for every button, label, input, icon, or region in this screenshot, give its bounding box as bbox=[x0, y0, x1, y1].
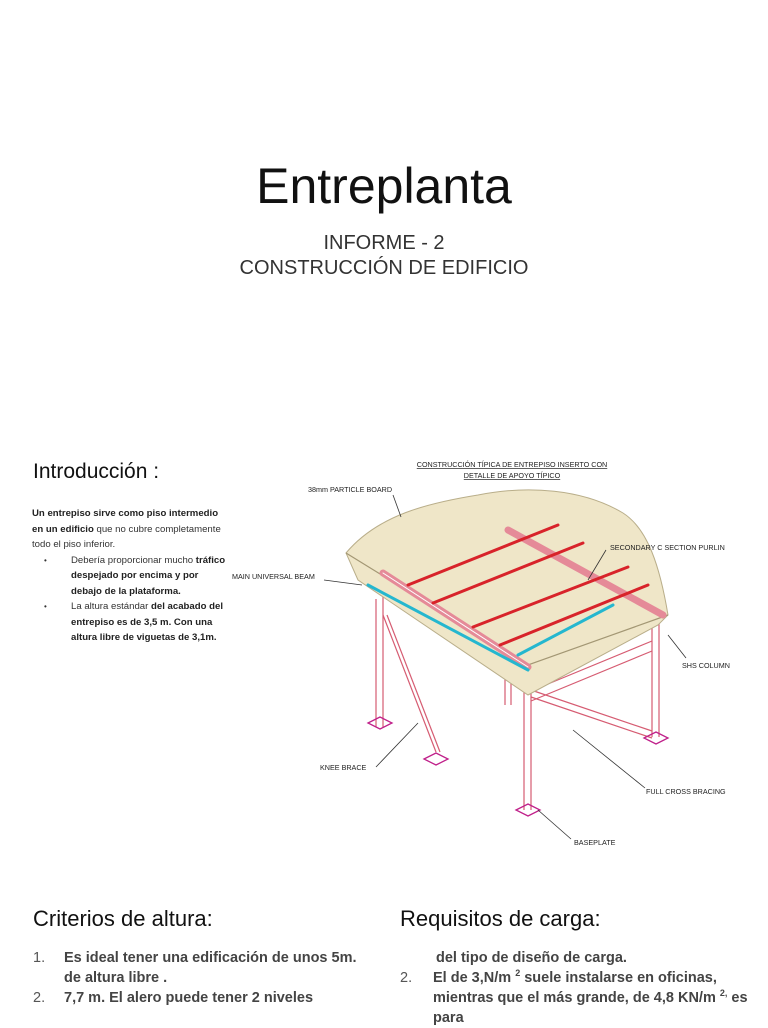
bullet-1-bold: tráfico despejado por encima y por debajo de la plataforma. bbox=[71, 554, 226, 597]
leader-base bbox=[538, 810, 571, 839]
bullet-1-plain: Debería proporcionar mucho bbox=[71, 554, 196, 566]
leader-knee bbox=[376, 723, 418, 767]
baseplate-4 bbox=[644, 732, 668, 744]
intro-heading: Introducción : bbox=[33, 460, 160, 483]
subtitle-line-2: CONSTRUCCIÓN DE EDIFICIO bbox=[239, 257, 529, 279]
label-secondary-purlin: SECONDARY C SECTION PURLIN bbox=[610, 543, 725, 552]
criteria-list bbox=[33, 948, 373, 1008]
figure-caption-line-2: DETALLE DE APOYO TÍPICO bbox=[463, 471, 561, 480]
intro-bold-text: Un entrepiso sirve como piso intermedio en un edificio bbox=[32, 508, 219, 535]
intro-bullet-2 bbox=[32, 599, 228, 646]
knee-brace-member-edge bbox=[387, 615, 440, 752]
criteria-item-1-text: Es ideal tener una edificación de unos 5m. de altura libre . bbox=[64, 950, 357, 986]
intro-paragraph bbox=[32, 506, 228, 553]
criteria-item-2-number: 2. bbox=[33, 990, 46, 1006]
requirements-item-2-number: 2. bbox=[400, 970, 413, 986]
baseplate-1 bbox=[368, 717, 392, 729]
requirements-heading: Requisitos de carga: bbox=[400, 906, 601, 931]
label-shs-column: SHS COLUMN bbox=[682, 661, 730, 670]
slide-subtitle bbox=[0, 231, 768, 281]
req-2-superscript-2: 2, bbox=[719, 988, 728, 999]
baseplate-2 bbox=[424, 753, 448, 765]
subtitle-line-1: INFORME - 2 bbox=[323, 232, 445, 254]
cross-bracing-diagonal bbox=[531, 690, 652, 731]
figure-caption-line-1: CONSTRUCCIÓN TÍPICA DE ENTREPISO INSERTO CON bbox=[416, 460, 608, 469]
leader-beam bbox=[324, 580, 362, 585]
intro-plain-text: que no cubre completamente todo el piso inferior. bbox=[32, 523, 221, 550]
criteria-item-2-text: 7,7 m. El alero puede tener 2 niveles bbox=[64, 990, 314, 1006]
intro-body bbox=[32, 506, 228, 646]
leader-bracing bbox=[573, 730, 645, 788]
criteria-item-1-number: 1. bbox=[33, 950, 46, 966]
baseplate-3 bbox=[516, 804, 540, 816]
criteria-heading: Criterios de altura: bbox=[33, 906, 213, 931]
requirements-item-1-text: del tipo de diseño de carga. bbox=[436, 950, 627, 966]
label-baseplate: BASEPLATE bbox=[574, 838, 616, 847]
leader-column bbox=[668, 635, 686, 658]
requirements-list bbox=[400, 948, 768, 1028]
requirements-item-1-continuation bbox=[400, 948, 768, 968]
criteria-item-2 bbox=[33, 988, 373, 1008]
bullet-2-bold: del acabado del entrepiso es de 3,5 m. Con una altura libre de viguetas de 3,1m. bbox=[71, 601, 223, 643]
req-2-text-a: El de 3,N/m bbox=[433, 970, 516, 986]
label-particle-board: 38mm PARTICLE BOARD bbox=[308, 485, 393, 494]
label-full-cross-bracing: FULL CROSS BRACING bbox=[646, 787, 726, 796]
slide-title: Entreplanta bbox=[256, 158, 512, 214]
requirements-item-2 bbox=[400, 968, 768, 1028]
label-main-beam: MAIN UNIVERSAL BEAM bbox=[232, 572, 315, 581]
req-2-superscript-1: 2 bbox=[515, 968, 521, 979]
req-2-text-b: suele instalarse en oficinas, mientras que el más grande, de 4,8 KN/m bbox=[433, 970, 720, 1006]
mezzanine-structure-diagram bbox=[228, 455, 768, 855]
intro-bullet-list bbox=[32, 553, 228, 646]
criteria-item-1 bbox=[33, 948, 373, 988]
bullet-2-plain: La altura estándar bbox=[71, 601, 152, 612]
intro-bullet-1 bbox=[32, 553, 228, 600]
cross-bracing-diagonal-edge bbox=[531, 697, 652, 738]
leader-board bbox=[393, 495, 401, 517]
req-2-text-c: es para bbox=[433, 990, 748, 1026]
label-knee-brace: KNEE BRACE bbox=[320, 763, 367, 772]
